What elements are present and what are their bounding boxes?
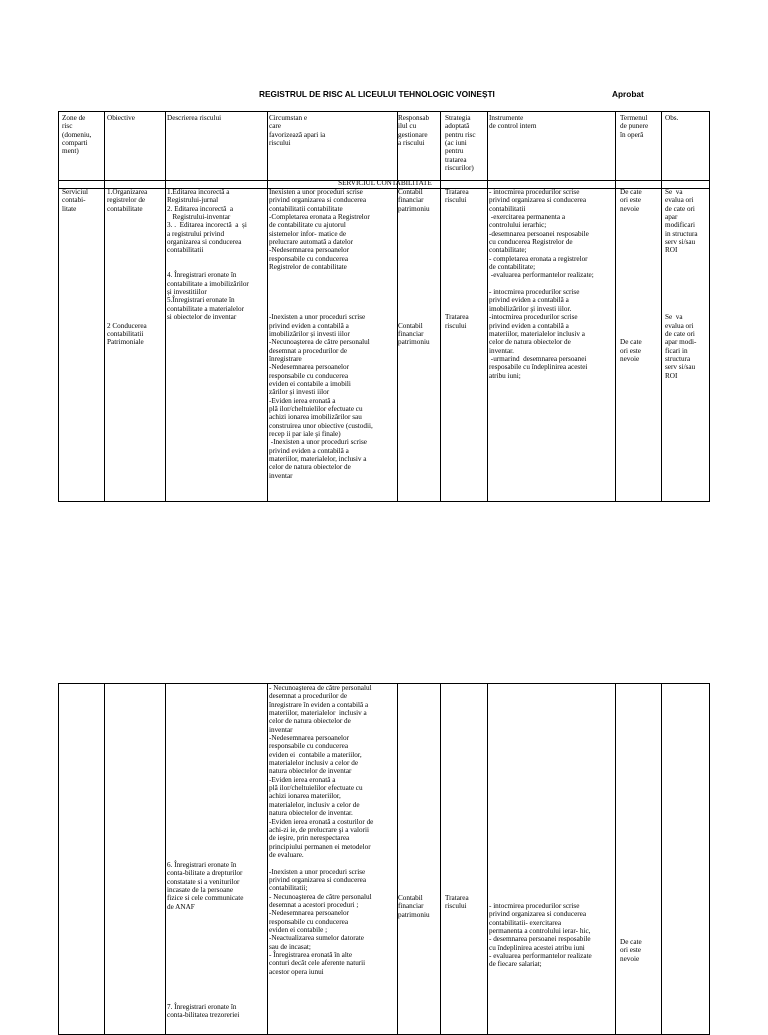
header-descriere: Descrierea riscului bbox=[167, 114, 222, 122]
p1-responsabil: Contabil financiar patrimoniu Contabil financiar patrimoniu bbox=[398, 188, 430, 347]
p1-strategia: Tratarea riscului Tratarea riscului bbox=[445, 188, 469, 330]
p2-instrumente: - intocmirea procedurilor scrise privind organizarea si conducerea contabilitatii- exercitarea permanenta a controlului ierar- hic, - desemnarea persoanei resposabile cu îndeplinirea acestei atribu iuni - evaluarea performantelor realizate de fiecare salariat; bbox=[489, 902, 592, 969]
p1-termen: De cate ori este nevoie De cate ori este nevoie bbox=[620, 188, 642, 363]
p1-instrumente: - intocmirea procedurilor scrise privind organizarea si conducerea contabilitatii -exercitarea permanenta a controlului ierarhic; -desemnarea persoanei resposabile cu conducerea Registrelor de contabilitate; - completarea eronata a registrelor de contabilitate; -evaluarea performantelor realizate; - intocmirea procedurilor scrise privind eviden a contabilă a imobilizărilor şi investi iilor. -intocmirea procedurilor scrise privind eviden a contabilă a materiilor, materialelor inclusiv a celor de natura obiectelor de inventar. -urmarind desemnarea persoanei resposabile cu îndeplinirea acestei atribu iuni; bbox=[489, 188, 594, 380]
p1-descriere: 1.Editarea incorectă a Registrului-jurnal 2. Editarea incorectă a Registrului-inventar 3. . Editarea incorectă a și a registrului privind organizarea si conducerea contabilitatii 4. Înregistrari eronate în contabilitate a imobilizărilor și investitiilor 5.Înregistrari eronate în contabilitate a materialelor si obiectelor de inventar bbox=[167, 188, 249, 322]
p2-descriere: 6. Înregistrari eronate în conta-bilitate a drepturilor constatate si a veniturilor incasate de la persoane fizice si cele communicate de ANAF 7. Înregistrari eronate în conta-bilitatea trezoreriei bbox=[167, 861, 244, 1020]
header-termen: Termenul de punere în operă bbox=[620, 114, 649, 139]
p2-circumstante: - Necunoaşterea de către personalul desemnat a procedurilor de înregistrare în eviden a contabilă a materiilor, materialelor inclusiv a celor de natura obiectelor de inventar -Nedesemnarea persoanelor responsabile cu conducerea eviden ei contabile a materiilor, materialelor inclusiv a celor de natura obiectelor de inventar -Eviden ierea eronată a plă ilor/cheltuielilor efectuate cu achizi ionarea materiilor, materialelor, inclusiv a celor de natura obiectelor de inventar. -Eviden ierea eronată a costurilor de achi-zi ie, de prelucrare şi a valorii de ieşire, prin nerespectarea principiului permanen ei metodelor de evaluare. -Inexisten a unor proceduri scrise privind organizarea si conducerea contabilitatii; - Necunoaşterea de către personalul desemnat a acestori proceduri ; -Nedesemnarea persoanelor responsabile cu conducerea eviden ei contabile ; -Neactualizarea sumelor datorate sau de incasat; - Înregistrarea eronată în alte conturi decât cele aferente naturii acestor opera iunui bbox=[269, 684, 374, 976]
header-obiective: Obiective bbox=[107, 114, 135, 122]
approval-label: Aprobat bbox=[612, 89, 644, 99]
document-title: REGISTRUL DE RISC AL LICEULUI TEHNOLOGIC VOINEȘTI bbox=[259, 89, 495, 99]
header-zone: Zone de risc (domeniu, comparti ment) bbox=[62, 114, 92, 156]
section-heading: SERVICIUL CONTABILITATE bbox=[338, 179, 432, 187]
risk-register-table bbox=[58, 111, 710, 502]
header-strategia: Strategia adoptată pentru risc (ac iuni pentru tratarea riscurilor) bbox=[445, 114, 476, 173]
header-circumstante: Circumstan e care favorizează apari ia riscului bbox=[269, 114, 326, 148]
risk-register-table-continued bbox=[58, 683, 710, 1035]
p2-strategia: Tratarea riscului bbox=[445, 894, 469, 911]
p1-obiective: 1.Organizarea registrelor de contabilitate 2 Conducerea contabilitatii Patrimoniale bbox=[107, 188, 148, 347]
p2-responsabil: Contabil financiar patrimoniu bbox=[398, 894, 430, 919]
p2-termen: De cate ori este nevoie bbox=[620, 938, 642, 963]
header-instrumente: Instrumente de control intern bbox=[489, 114, 537, 131]
header-responsabil: Responsab ilul cu gestionare a riscului bbox=[398, 114, 430, 148]
p1-zone: Serviciul contabi- litate bbox=[62, 188, 88, 213]
header-obs: Obs. bbox=[665, 114, 679, 122]
p1-circumstante: Inexisten a unor proceduri scrise privind organizarea si conducerea contabilitatii contabilitate -Completarea eronata a Registrelor de contabilitate cu ajutorul sistemelor infor- matice de prelucrare automată a datelor -Nedesemnarea persoanelor responsabile cu conducerea Registrelor de contabilitate -Inexisten a unor proceduri scrise privind eviden a contabilă a imobilizărilor și investi iilor -Necunoaşterea de către personalul desemnat a procedurilor de înregistrare -Nedesemnarea persoanelor responsabile cu conducerea eviden ei contabile a imobili zărilor și investi iilor -Eviden ierea eronată a plă ilor/cheltuielilor efectuate cu achizi ionarea imobilizărilor sau construirea unor obiective (custodii, recep ii par iale şi finale) -Inexisten a unor proceduri scrise privind eviden a contabilă a materiilor, materialelor, inclusiv a celor de natura obiectelor de inventar bbox=[269, 188, 373, 480]
p1-obs: Se va evalua ori de cate ori apar modificari in structura serv si/sau ROI Se va evalua ori de cate ori apar modi- ficari in structura serv si/sau ROI bbox=[665, 188, 698, 380]
